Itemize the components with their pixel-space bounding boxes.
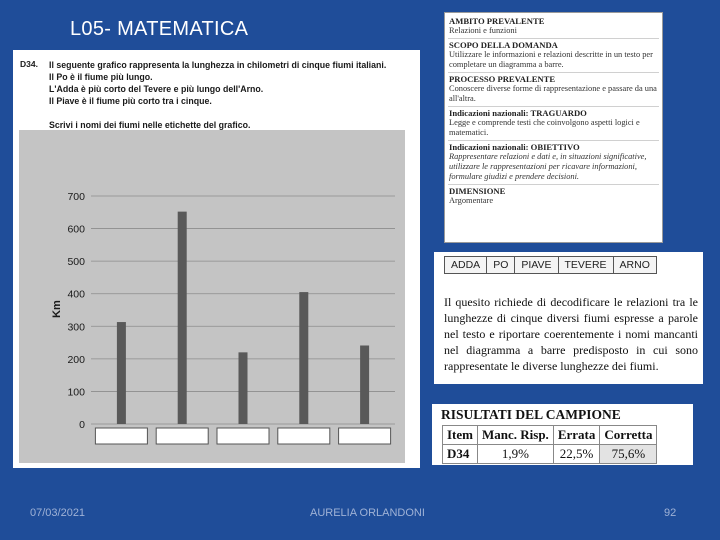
river-label-arno: ARNO <box>614 257 656 273</box>
question-instruction: Scrivi i nomi dei fiumi nelle etichette del grafico. <box>49 120 251 130</box>
bar <box>117 322 126 424</box>
y-tick-label: 300 <box>67 321 85 334</box>
y-tick-label: 200 <box>67 353 85 366</box>
answer-explanation: Il quesito richiede di decodificare le relazioni tra le lunghezze di cinque diversi fiumi espresse a parole nel testo e riportare coerentemente i nomi mancanti nel diagramma a barre predisposto in cui sono rappresentate le diverse lunghezze dei fiumi. <box>444 295 698 373</box>
river-label-tevere: TEVERE <box>559 257 614 273</box>
question-number: D34. <box>20 59 38 69</box>
info-divider <box>448 38 659 39</box>
river-labels-row <box>444 256 657 274</box>
y-axis-label: Km <box>51 300 63 318</box>
bar <box>299 292 308 424</box>
results-wrong-cell: 22,5% <box>553 445 600 464</box>
info-divider <box>448 106 659 107</box>
slide-title: L05- MATEMATICA <box>70 18 249 40</box>
river-label-adda: ADDA <box>445 257 487 273</box>
results-header-cell: Corretta <box>600 426 657 445</box>
category-label-box <box>95 428 147 444</box>
results-item-cell: D34 <box>443 445 478 464</box>
category-label-box <box>278 428 330 444</box>
question-line: Il Piave è il fiume più corto tra i cinque. <box>49 96 212 106</box>
info-body-scopo: Utilizzare le informazioni e relazioni descritte in un testo per completare un diagramma a barre. <box>449 50 653 69</box>
category-label-box <box>156 428 208 444</box>
y-tick-label: 400 <box>67 288 85 301</box>
footer-author: AURELIA ORLANDONI <box>310 507 425 519</box>
results-missing-cell: 1,9% <box>478 445 554 464</box>
info-body-dimensione: Argomentare <box>449 196 494 205</box>
info-body-obiettivo: Rappresentare relazioni e dati e, in situazioni significative, utilizzare le rappresentazioni per ricavare informazioni, formulare giudizi e prendere decisioni. <box>449 152 647 181</box>
info-divider <box>448 184 659 185</box>
info-heading-scopo: SCOPO DELLA DOMANDA <box>449 40 558 50</box>
info-divider <box>448 72 659 73</box>
results-header-cell: Item <box>443 426 478 445</box>
results-data-row <box>443 445 657 464</box>
question-info-panel <box>444 12 663 243</box>
question-spacer <box>49 107 417 119</box>
results-title: RISULTATI DEL CAMPIONE <box>441 407 621 422</box>
question-text <box>49 59 417 131</box>
question-line: L'Adda è più corto del Tevere e più lungo dell'Arno. <box>49 84 264 94</box>
bar <box>360 346 369 424</box>
info-body-traguardo: Legge e comprende testi che coinvolgono aspetti logici e matematici. <box>449 118 640 137</box>
info-body-ambito: Relazioni e funzioni <box>449 26 517 35</box>
results-panel <box>432 404 693 465</box>
y-tick-label: 0 <box>79 419 85 431</box>
info-heading-dimensione: DIMENSIONE <box>449 186 506 196</box>
results-header-cell: Manc. Risp. <box>478 426 554 445</box>
river-label-piave: PIAVE <box>515 257 558 273</box>
info-heading-ambito: AMBITO PREVALENTE <box>449 16 545 26</box>
info-heading-traguardo: Indicazioni nazionali: TRAGUARDO <box>449 108 587 118</box>
info-divider <box>448 140 659 141</box>
question-line: Il Po è il fiume più lungo. <box>49 72 153 82</box>
results-correct-cell: 75,6% <box>600 445 657 464</box>
info-heading-processo: PROCESSO PREVALENTE <box>449 74 556 84</box>
bar-chart-svg <box>19 130 405 463</box>
info-body-processo: Conoscere diverse forme di rappresentazione e passare da una all'altra. <box>449 84 657 103</box>
category-label-box <box>217 428 269 444</box>
river-label-po: PO <box>487 257 515 273</box>
y-tick-label: 700 <box>67 191 85 203</box>
question-line: Il seguente grafico rappresenta la lunghezza in chilometri di cinque fiumi italiani. <box>49 60 387 70</box>
footer-date: 07/03/2021 <box>30 507 86 519</box>
river-length-chart <box>19 130 405 463</box>
y-tick-label: 500 <box>67 256 85 269</box>
y-tick-label: 100 <box>67 386 85 399</box>
results-table <box>442 425 657 464</box>
results-header-row <box>443 426 657 445</box>
category-label-box <box>339 428 391 444</box>
footer-page-number: 92 <box>664 507 677 519</box>
answer-panel <box>434 252 703 384</box>
bar <box>239 352 248 424</box>
info-heading-obiettivo: Indicazioni nazionali: OBIETTIVO <box>449 142 580 152</box>
y-tick-label: 600 <box>67 223 85 236</box>
bar <box>178 212 187 424</box>
results-header-cell: Errata <box>553 426 600 445</box>
